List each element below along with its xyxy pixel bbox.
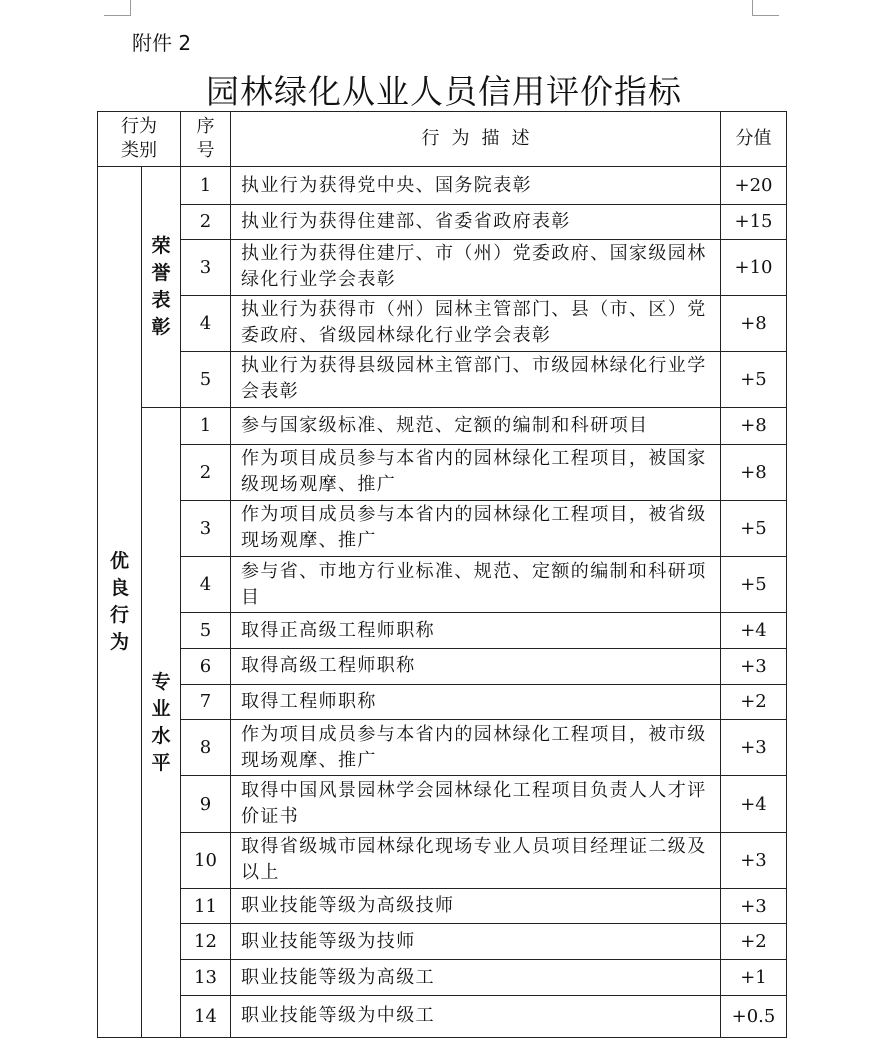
table-row [98, 832, 787, 888]
score-cell: +1 [721, 960, 787, 996]
description-cell: 取得高级工程师职称 [231, 648, 721, 684]
vertical-char: 表 [151, 289, 171, 312]
score-cell: +2 [721, 684, 787, 720]
description-cell: 执业行为获得住建部、省委省政府表彰 [231, 204, 721, 239]
table-row [98, 500, 787, 556]
seq-cell: 4 [181, 557, 231, 613]
table-row [98, 776, 787, 832]
table-row [98, 557, 787, 613]
vertical-char: 荣 [151, 235, 171, 258]
seq-cell: 1 [181, 408, 231, 445]
score-cell: +3 [721, 832, 787, 888]
table-row [98, 351, 787, 407]
description-cell: 取得中国风景园林学会园林绿化工程项目负责人人才评价证书 [231, 776, 721, 832]
group-cell [142, 167, 181, 408]
description-cell: 职业技能等级为高级工 [231, 960, 721, 996]
description-cell: 执业行为获得党中央、国务院表彰 [231, 167, 721, 205]
vertical-char: 彰 [151, 316, 171, 339]
table-row [98, 295, 787, 351]
seq-cell: 4 [181, 295, 231, 351]
description-cell: 取得省级城市园林绿化现场专业人员项目经理证二级及以上 [231, 832, 721, 888]
seq-cell: 6 [181, 648, 231, 684]
seq-cell: 13 [181, 960, 231, 996]
score-cell: +8 [721, 295, 787, 351]
description-cell: 执业行为获得县级园林主管部门、市级园林绿化行业学会表彰 [231, 351, 721, 407]
attachment-label: 附件 2 [132, 31, 192, 55]
crop-mark-left [104, 0, 131, 16]
header-seq [181, 112, 231, 167]
header-seq-line1: 序 [196, 116, 215, 138]
page-title: 园林绿化从业人员信用评价指标 [206, 72, 682, 111]
score-cell: +4 [721, 613, 787, 649]
score-cell: +3 [721, 888, 787, 924]
table-row [98, 684, 787, 720]
score-cell: +5 [721, 500, 787, 556]
table-row [98, 239, 787, 295]
seq-cell: 3 [181, 500, 231, 556]
score-cell: +8 [721, 444, 787, 500]
score-cell: +3 [721, 720, 787, 776]
score-cell: +8 [721, 408, 787, 445]
table-row [98, 888, 787, 924]
description-cell: 取得正高级工程师职称 [231, 613, 721, 649]
seq-cell: 7 [181, 684, 231, 720]
description-cell: 作为项目成员参与本省内的园林绿化工程项目，被省级现场观摩、推广 [231, 500, 721, 556]
description-cell: 职业技能等级为技师 [231, 924, 721, 960]
description-cell: 执业行为获得市（州）园林主管部门、县（市、区）党委政府、省级园林绿化行业学会表彰 [231, 295, 721, 351]
seq-cell: 3 [181, 239, 231, 295]
header-row [98, 112, 787, 167]
score-cell: +0.5 [721, 995, 787, 1037]
header-score: 分值 [721, 112, 787, 167]
vertical-char: 誉 [151, 262, 171, 285]
score-cell: +15 [721, 204, 787, 239]
description-cell: 作为项目成员参与本省内的园林绿化工程项目，被国家级现场观摩、推广 [231, 444, 721, 500]
seq-cell: 1 [181, 167, 231, 205]
table-row [98, 444, 787, 500]
vertical-char: 业 [151, 697, 171, 720]
credit-evaluation-table [97, 111, 787, 1038]
description-cell: 执业行为获得住建厅、市（州）党委政府、国家级园林绿化行业学会表彰 [231, 239, 721, 295]
description-cell: 职业技能等级为高级技师 [231, 888, 721, 924]
seq-cell: 14 [181, 995, 231, 1037]
description-cell: 作为项目成员参与本省内的园林绿化工程项目，被市级现场观摩、推广 [231, 720, 721, 776]
table-row [98, 648, 787, 684]
seq-cell: 10 [181, 832, 231, 888]
vertical-char: 为 [109, 631, 129, 654]
score-cell: +3 [721, 648, 787, 684]
crop-mark-right [752, 0, 779, 16]
score-cell: +20 [721, 167, 787, 205]
description-cell: 取得工程师职称 [231, 684, 721, 720]
table-row [98, 720, 787, 776]
seq-cell: 9 [181, 776, 231, 832]
vertical-char: 专 [151, 670, 171, 693]
header-category-line1: 行为 [121, 116, 157, 138]
seq-cell: 8 [181, 720, 231, 776]
table-row [98, 167, 787, 205]
table-row [98, 613, 787, 649]
seq-cell: 5 [181, 351, 231, 407]
vertical-char: 良 [109, 577, 129, 600]
header-category [98, 112, 181, 167]
table-row [98, 960, 787, 996]
table-row [98, 408, 787, 445]
seq-cell: 5 [181, 613, 231, 649]
score-cell: +5 [721, 557, 787, 613]
score-cell: +2 [721, 924, 787, 960]
description-cell: 参与国家级标准、规范、定额的编制和科研项目 [231, 408, 721, 445]
vertical-char: 平 [151, 751, 171, 774]
header-seq-line2: 号 [196, 140, 215, 162]
description-cell: 参与省、市地方行业标准、规范、定额的编制和科研项目 [231, 557, 721, 613]
score-cell: +10 [721, 239, 787, 295]
seq-cell: 2 [181, 444, 231, 500]
seq-cell: 2 [181, 204, 231, 239]
vertical-char: 优 [109, 550, 129, 573]
table-row [98, 924, 787, 960]
table-row [98, 995, 787, 1037]
header-description: 行为描述 [231, 112, 721, 167]
score-cell: +4 [721, 776, 787, 832]
vertical-char: 行 [109, 604, 129, 627]
group-cell [142, 408, 181, 1038]
category-cell [98, 167, 142, 1038]
score-cell: +5 [721, 351, 787, 407]
seq-cell: 11 [181, 888, 231, 924]
table-row [98, 204, 787, 239]
seq-cell: 12 [181, 924, 231, 960]
vertical-char: 水 [151, 724, 171, 747]
header-category-line2: 类别 [121, 140, 157, 162]
description-cell: 职业技能等级为中级工 [231, 995, 721, 1037]
